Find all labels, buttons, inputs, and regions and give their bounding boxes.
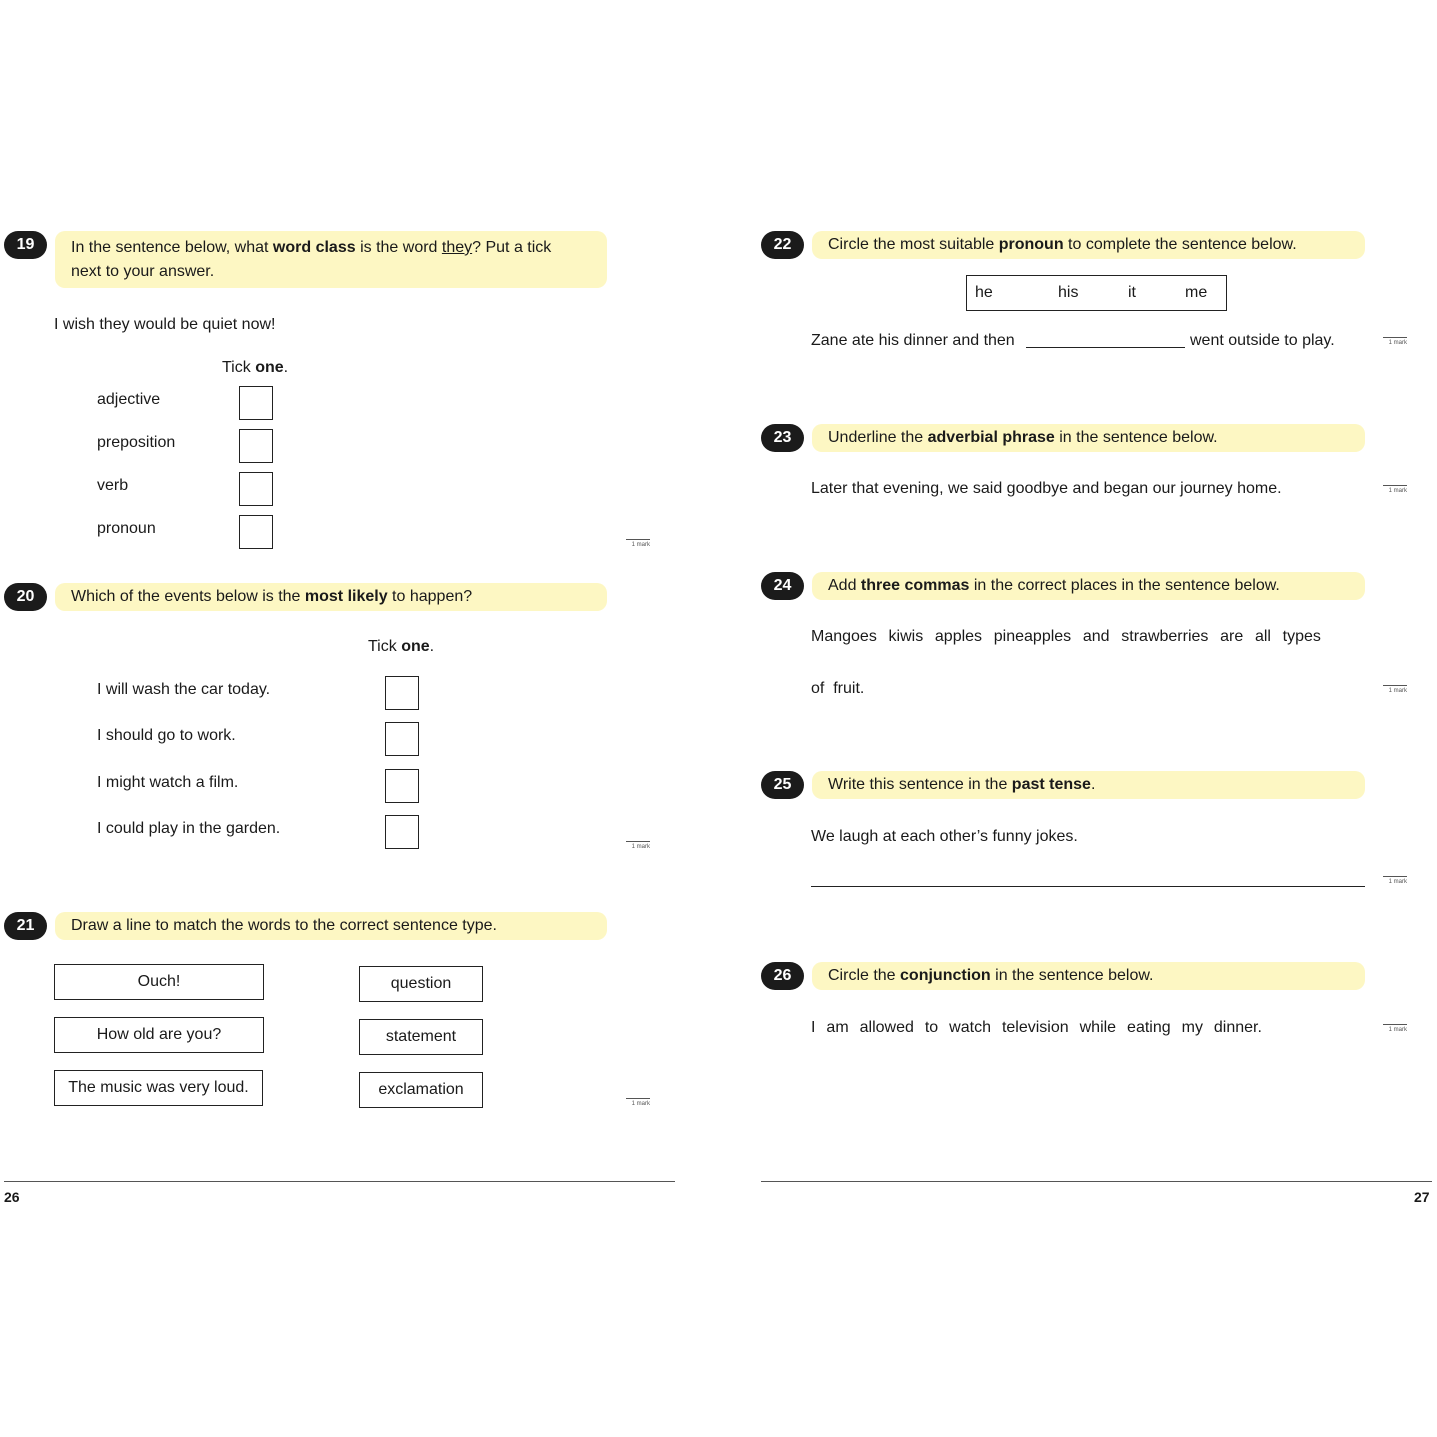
choice-word[interactable]: me	[1185, 284, 1208, 301]
word: pineapples	[993, 628, 1072, 645]
choice-word[interactable]: he	[975, 284, 993, 301]
prompt-text: .	[1090, 776, 1096, 793]
sentence: Later that evening, we said goodbye and began our journey home.	[811, 480, 1282, 497]
word[interactable]: I	[811, 1019, 816, 1036]
word: kiwis	[888, 628, 924, 645]
question-prompt-23	[812, 424, 1365, 452]
prompt-text: in the sentence below.	[1054, 429, 1218, 446]
mark-allocation: 1 mark	[626, 841, 650, 850]
question-prompt-21	[55, 912, 607, 940]
pronoun-choice-box	[966, 275, 1227, 311]
word: all	[1254, 628, 1271, 645]
word: Mangoes	[811, 628, 877, 645]
prompt-emphasis: pronoun	[998, 236, 1064, 253]
sentence-line	[811, 1019, 1262, 1037]
option-label: adjective	[97, 391, 161, 408]
option-label: I should go to work.	[97, 727, 236, 744]
option-label: pronoun	[97, 520, 156, 537]
prompt-emphasis: most likely	[304, 588, 388, 605]
footer-rule	[4, 1181, 675, 1182]
mark-allocation: 1 mark	[626, 1098, 650, 1107]
tick-box[interactable]	[385, 769, 419, 803]
sentence-line	[811, 628, 1321, 646]
mark-allocation: 1 mark	[1383, 876, 1407, 885]
word[interactable]: dinner.	[1213, 1019, 1262, 1036]
underlined-word: they	[441, 239, 473, 256]
mark-allocation: 1 mark	[1383, 1024, 1407, 1033]
footer-rule	[761, 1181, 1432, 1182]
prompt-text: in the correct places in the sentence below.	[969, 577, 1280, 594]
question-prompt-22	[812, 231, 1365, 259]
tick-emphasis: one	[401, 638, 430, 655]
word: types	[1282, 628, 1321, 645]
word[interactable]: to	[924, 1019, 939, 1036]
tick-instruction	[222, 359, 288, 377]
prompt-text: to complete the sentence below.	[1063, 236, 1297, 253]
mark-allocation: 1 mark	[1383, 685, 1407, 694]
question-prompt-20	[55, 583, 607, 611]
option-label: I will wash the car today.	[97, 681, 271, 698]
word[interactable]: television	[1001, 1019, 1069, 1036]
prompt-text: Draw a line to match the words to the correct sentence type.	[71, 917, 497, 934]
word-box[interactable]: How old are you?	[54, 1017, 264, 1053]
question-prompt-25	[812, 771, 1365, 799]
sentence-type-box[interactable]: exclamation	[359, 1072, 483, 1108]
tick-box[interactable]	[239, 386, 273, 420]
prompt-text: ? Put a tick	[472, 239, 552, 256]
prompt-text: Add	[828, 577, 861, 594]
prompt-text: Circle the	[828, 967, 901, 984]
tick-text: .	[429, 638, 435, 655]
word: are	[1220, 628, 1244, 645]
tick-box[interactable]	[239, 515, 273, 549]
word[interactable]: am	[826, 1019, 849, 1036]
prompt-text: Which of the events below is the	[71, 588, 305, 605]
sentence-start: Zane ate his dinner and then	[811, 332, 1015, 349]
tick-text: Tick	[222, 359, 256, 376]
prompt-text: In the sentence below, what	[71, 239, 273, 256]
tick-box[interactable]	[239, 472, 273, 506]
prompt-emphasis: conjunction	[900, 967, 991, 984]
word[interactable]: watch	[949, 1019, 991, 1036]
tick-box[interactable]	[385, 722, 419, 756]
choice-word[interactable]: his	[1058, 284, 1079, 301]
word-box[interactable]: Ouch!	[54, 964, 264, 1000]
question-prompt-24	[812, 572, 1365, 600]
option-label: I might watch a film.	[97, 774, 239, 791]
page-number: 26	[4, 1189, 20, 1205]
sentence-end: went outside to play.	[1190, 332, 1335, 349]
word[interactable]: my	[1181, 1019, 1203, 1036]
answer-blank[interactable]	[1026, 347, 1185, 348]
question-prompt-19	[55, 231, 607, 288]
prompt-text: in the sentence below.	[990, 967, 1154, 984]
question-number-25: 25	[761, 771, 804, 799]
question-number-24: 24	[761, 572, 804, 600]
question-number-19: 19	[4, 231, 47, 259]
question-prompt-26	[812, 962, 1365, 990]
sentence-type-box[interactable]: question	[359, 966, 483, 1002]
word[interactable]: eating	[1127, 1019, 1171, 1036]
prompt-text: Write this sentence in the	[828, 776, 1012, 793]
tick-emphasis: one	[255, 359, 284, 376]
page-number: 27	[1414, 1189, 1430, 1205]
option-label: I could play in the garden.	[97, 820, 281, 837]
sentence-type-box[interactable]: statement	[359, 1019, 483, 1055]
mark-allocation: 1 mark	[1383, 337, 1407, 346]
option-label: preposition	[97, 434, 176, 451]
prompt-emphasis: past tense	[1011, 776, 1091, 793]
prompt-text: next to your answer.	[71, 263, 215, 280]
tick-text: .	[283, 359, 289, 376]
word[interactable]: while	[1079, 1019, 1117, 1036]
word: strawberries	[1121, 628, 1209, 645]
prompt-text: Circle the most suitable	[828, 236, 999, 253]
answer-line[interactable]	[811, 886, 1365, 887]
question-number-26: 26	[761, 962, 804, 990]
tick-text: Tick	[368, 638, 402, 655]
tick-box[interactable]	[385, 676, 419, 710]
word: and	[1082, 628, 1110, 645]
prompt-text: Underline the	[828, 429, 928, 446]
mark-allocation: 1 mark	[1383, 485, 1407, 494]
prompt-text: is the word	[355, 239, 442, 256]
prompt-emphasis: three commas	[860, 577, 970, 594]
question-number-20: 20	[4, 583, 47, 611]
word: apples	[934, 628, 983, 645]
question-number-23: 23	[761, 424, 804, 452]
example-sentence: I wish they would be quiet now!	[54, 316, 276, 333]
tick-instruction	[368, 638, 434, 656]
mark-allocation: 1 mark	[626, 539, 650, 548]
question-number-22: 22	[761, 231, 804, 259]
prompt-emphasis: word class	[272, 239, 356, 256]
word-box[interactable]: The music was very loud.	[54, 1070, 263, 1106]
sentence-line: of fruit.	[811, 680, 865, 697]
tick-box[interactable]	[239, 429, 273, 463]
sentence: We laugh at each other’s funny jokes.	[811, 828, 1078, 845]
prompt-text: to happen?	[387, 588, 473, 605]
question-number-21: 21	[4, 912, 47, 940]
option-label: verb	[97, 477, 129, 494]
word[interactable]: allowed	[859, 1019, 914, 1036]
choice-word[interactable]: it	[1128, 284, 1136, 301]
prompt-emphasis: adverbial phrase	[927, 429, 1055, 446]
tick-box[interactable]	[385, 815, 419, 849]
